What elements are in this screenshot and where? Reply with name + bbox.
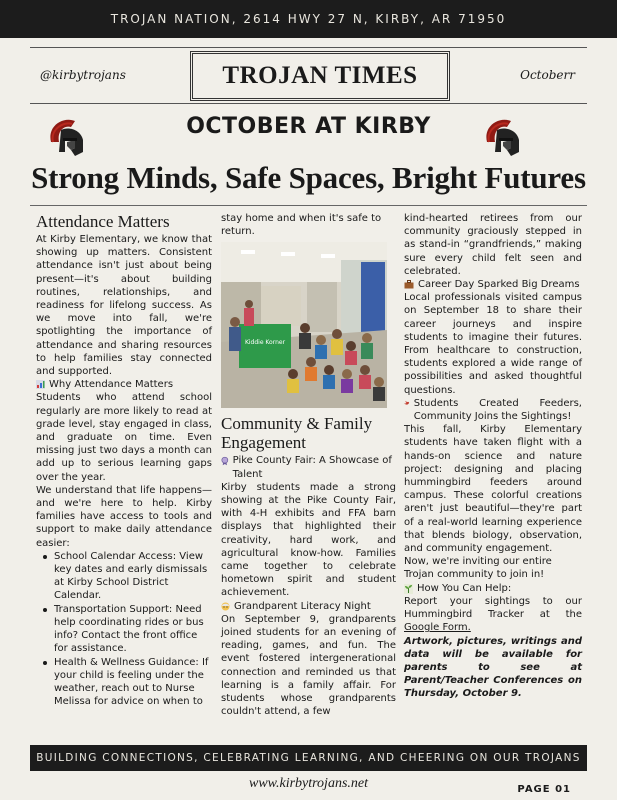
help-heading	[404, 582, 582, 595]
why-attendance-title: Why Attendance Matters	[49, 379, 174, 391]
column-events	[404, 212, 582, 701]
address-text: TROJAN NATION, 2614 HWY 27 N, KIRBY, AR 71950	[110, 12, 507, 26]
event-photo	[221, 242, 387, 408]
tagline: Strong Minds, Safe Spaces, Bright Futures	[31, 160, 586, 195]
grandparent-body: On September 9, grandparents joined students for an evening of reading, games, and fun. The event fostered intergenerational connection and reminded us that learning is a family affair. For students whose grandparents couldn't attend, a few	[221, 613, 396, 718]
help-body: We understand that life happens—and we're here to help. Kirby families have access to tools and support to make daily attendance easier:	[36, 484, 212, 549]
ribbon-icon	[221, 456, 229, 466]
google-form-link[interactable]: Google Form.	[404, 622, 471, 634]
hummingbird-icon	[404, 399, 410, 408]
footer-banner-text: BUILDING CONNECTIONS, CELEBRATING LEARNING, AND CHEERING ON OUR TROJANS	[36, 752, 581, 764]
attendance-intro: At Kirby Elementary, we know that showing up matters. Consistent attendance isn't just about being present—it's about building routines, relationships, and readiness for lifelong success. As we move into fall, we're spotlighting the importance of attendance and sharing resources to help families stay connected and supported.	[36, 234, 212, 378]
support-list	[36, 550, 212, 708]
grandparent-title: Grandparent Literacy Night	[234, 600, 371, 612]
page-number: PAGE 01	[517, 784, 571, 795]
list-item: School Calendar Access: View key dates and early dismissals at Kirby School District Calendar.	[36, 550, 212, 603]
grandparent-heading	[221, 600, 396, 613]
help-title: How You Can Help:	[417, 582, 512, 594]
career-title: Career Day Sparked Big Dreams	[418, 279, 580, 291]
trojan-mascot-icon	[477, 112, 527, 162]
column-attendance	[36, 212, 212, 708]
community-title: Community & Family Engagement	[221, 414, 373, 453]
artwork-note: Artwork, pictures, writings and data will be available for parents to see at Parent/Teacher Conferences on Thursday, October 9.	[404, 635, 582, 700]
tagline-rule	[30, 205, 587, 206]
report-body: Report your sightings to our Hummingbird Tracker at the	[404, 595, 582, 621]
fair-title: Pike County Fair: A Showcase of Talent	[232, 455, 392, 480]
seedling-icon	[404, 584, 413, 594]
feeder-title: Students Created Feeders, Community Joins the Sightings!	[413, 397, 582, 423]
newsletter-title: TROJAN TIMES	[190, 51, 450, 101]
event-photo-image	[221, 242, 387, 408]
feeder-heading	[404, 397, 582, 423]
grandparent-icon	[221, 602, 230, 612]
attendance-continuation: stay home and when it's safe to return.	[221, 213, 382, 238]
fair-heading	[221, 454, 396, 480]
briefcase-icon	[404, 280, 414, 289]
issue-month: Octoberr	[520, 68, 575, 82]
photo-banner-text: Kiddie Korner	[244, 339, 286, 347]
headline: OCTOBER AT KIRBY	[186, 114, 431, 139]
attendance-title: Attendance Matters	[36, 212, 170, 231]
career-body: Local professionals visited campus on September 18 to share their career journeys and inspire students to imagine their futures. From healthcare to construction, students explored a wide range of possibilities and asked thoughtful questions.	[404, 292, 582, 396]
column-community	[221, 212, 396, 718]
masthead	[30, 47, 587, 104]
address-bar	[0, 0, 617, 38]
invite-text: Now, we're inviting our entire Trojan community to join in!	[404, 556, 552, 581]
footer-banner	[30, 745, 587, 771]
website-link[interactable]: www.kirbytrojans.net	[249, 776, 368, 791]
report-text	[404, 595, 582, 635]
why-attendance-heading	[36, 378, 212, 391]
list-item: Transportation Support: Need help coordinating rides or bus info? Contact the front office for assistance.	[36, 603, 212, 656]
masthead-top-rule	[30, 47, 587, 48]
career-heading	[404, 278, 582, 291]
fair-body: Kirby students made a strong showing at the Pike County Fair, with 4-H exhibits and FFA barn displays that highlighted their creativity, hard work, and agricultural know-how. Families came together to celebrate hometown spirit and student achievement.	[221, 481, 396, 599]
social-handle: @kirbytrojans	[40, 68, 126, 82]
trojan-mascot-icon	[41, 112, 91, 162]
masthead-bottom-rule	[30, 103, 587, 104]
feeder-body: This fall, Kirby Elementary students have taken flight with a hands-on science and nature project: designing and placing hummingbird feeders around campus. These colorful creations aren't just beautiful—they're part of a real-world learning experience that blends biology, observation, and community engagement.	[404, 424, 582, 555]
why-attendance-body: Students who attend school regularly are more likely to read at grade level, stay engaged in class, and graduate on time. Even missing just two days a month can add up to serious learning gaps over the year.	[36, 392, 212, 483]
grandparent-continuation: kind-hearted retirees from our community graciously stepped in as stand-in “grandfriends,” making sure every child felt seen and celebrated.	[404, 213, 582, 277]
bar-chart-icon	[36, 380, 45, 389]
list-item: Health & Wellness Guidance: If your child is feeling under the weather, reach out to Nurse Melissa for advice on when to	[36, 656, 212, 709]
